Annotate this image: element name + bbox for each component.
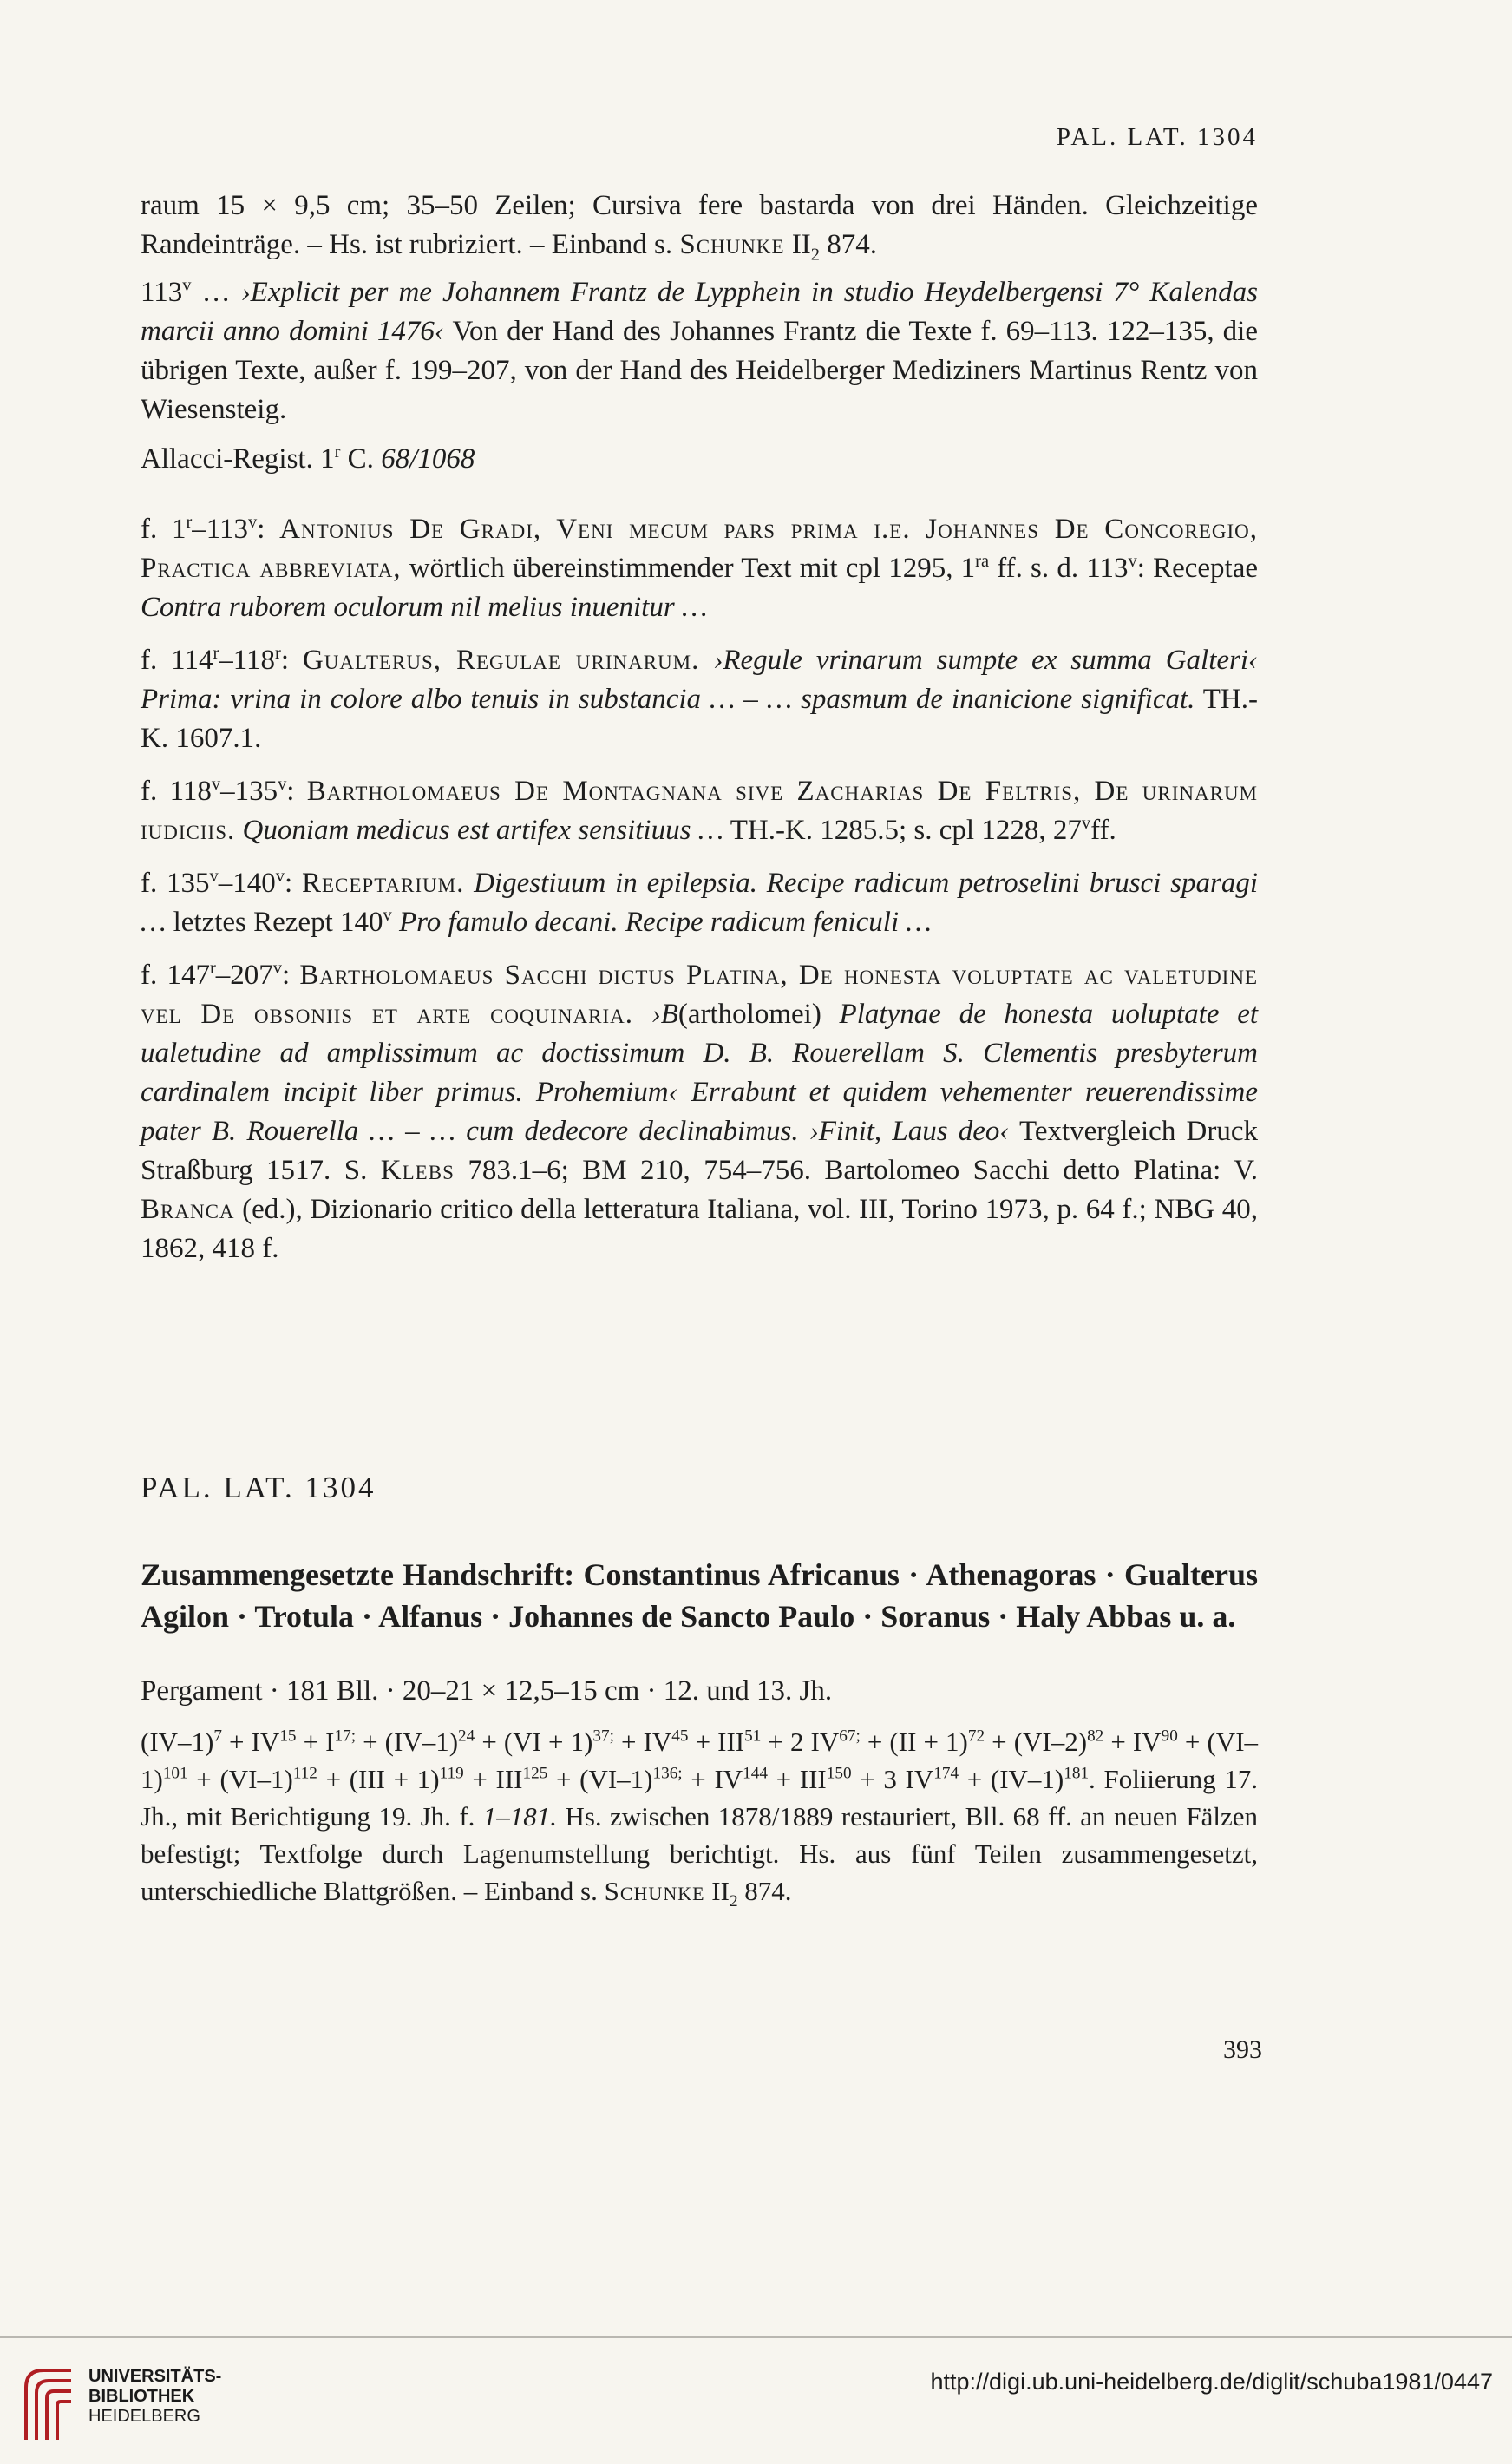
collation-term: + (III + 1) [317,1764,440,1794]
logo-text-line: HEIDELBERG [88,2407,200,2426]
superscript: v [275,867,285,886]
superscript: v [209,867,219,886]
entry-title: Zusammengesetzte Handschrift: Constantinus Africanus · Athenagoras · Gualterus Agilon · Trotula · Alfanus · Johannes de Sancto Paulo · Soranus · Haly Abbas u. a. [141,1557,1258,1634]
text: f. 1 [141,514,187,545]
author-smallcaps: Schunke [604,1876,705,1906]
text: –118 [219,645,276,676]
superscript: v [383,906,392,925]
collation-superscript: 150 [826,1764,852,1783]
superscript: r [275,644,281,663]
content-entry [141,641,1258,758]
collation-superscript: 67; [839,1727,861,1746]
italic-text: 68/1068 [381,443,475,475]
collation-superscript: 15 [279,1727,297,1746]
collation-superscript: 7 [213,1727,222,1746]
text: : [257,514,265,545]
entry-heading: PAL. LAT. 1304 [141,1471,376,1504]
text: f. 135 [141,868,210,899]
text: Hs. zwischen 1878/1889 restauriert, Bll. 68 ff. an neuen Fälzen befestigt; Textfolge durch Lagenumstellung berichtigt. Hs. aus fünf Teilen zusammengesetzt, unterschiedliche Blattgrößen. – Einband s. [141,1801,1258,1906]
subscript: 2 [810,245,821,265]
collation-term: + III [688,1727,745,1757]
superscript: ra [975,552,990,571]
text: C. [347,443,374,475]
collation-term: + III [463,1764,523,1794]
collation-superscript: 119 [439,1764,464,1783]
text: … [201,277,231,308]
description-paragraph [141,187,1258,265]
italic-text: 1–181. [482,1801,558,1832]
text: : [281,960,291,991]
italic-text: Quoniam medicus est artifex sensitiuus … [242,815,724,846]
content-entry [141,956,1258,1268]
collation-superscript: 144 [743,1764,768,1783]
collation-term: + IV [613,1727,672,1757]
collation-superscript: 51 [744,1727,762,1746]
collation-term: + (VI + 1) [475,1727,593,1757]
text: . Foliierung 17. Jh., mit Berichtigung 19. Jh. f. [141,1764,1259,1832]
superscript: r [209,959,216,978]
ub-heidelberg-logo-icon [17,2353,78,2444]
collation-term: + IV [1103,1727,1162,1757]
collation-term: + III [767,1764,827,1794]
text: : [280,645,290,676]
content-entry [141,772,1258,850]
content-entry [141,864,1258,942]
collation-superscript: 72 [967,1727,985,1746]
text: TH.-K. 1285.5; s. cpl 1228, 27 [730,815,1082,846]
explicit-paragraph [141,273,1258,429]
text: f. 147 [141,960,210,991]
collation-term: + (VI–1) [141,1727,1259,1794]
superscript: v [211,775,221,794]
superscript: r [186,513,193,532]
collation-paragraph [141,1723,1258,1910]
previous-entry [141,187,1258,1268]
text: : [286,776,295,807]
text: raum 15 × 9,5 cm; 35–50 Zeilen; Cursiva fere bastarda von drei Händen. Gleichzeitige Randeinträge. – Hs. ist rubriziert. – Einband s. [141,190,1258,260]
running-head: PAL. LAT. 1304 [1056,123,1258,151]
text: (ed.), Dizionario critico della letteratura Italiana, vol. III, Torino 1973, p. 64 f.; NBG 40, 1862, 418 f. [141,1194,1258,1264]
text: wörtlich übereinstimmender Text mit cpl 1295, 1 [409,553,976,584]
text: f. 118 [141,776,212,807]
text: TH.-K. 1607.1. [141,684,1258,754]
text: –113 [192,514,249,545]
italic-quote: ›Explicit per me Johannem Frantz de Lypphein in studio Heydelbergensi 7° Kalendas marcii anno domini 1476‹ [141,277,1258,347]
content-entry [141,510,1258,627]
collation-term: + (II + 1) [860,1727,968,1757]
author-smallcaps: Schunke [679,229,785,260]
collation-superscript: 112 [292,1764,317,1783]
superscript: r [334,442,341,462]
text: : Receptae [1136,553,1259,584]
text: 874. [744,1876,792,1906]
superscript: v [272,959,282,978]
collation-superscript: 125 [522,1764,548,1783]
text: –207 [215,960,273,991]
work-title-smallcaps: Bartholomaeus De Montagnana sive Zacharias De Feltris, De urinarum iudiciis. [141,776,1258,846]
work-title-smallcaps: Gualterus, Regulae urinarum. [302,645,700,676]
italic-text: ›B [651,999,678,1030]
text: –140 [218,868,276,899]
collation-term: + IV [221,1727,280,1757]
collation-superscript: 174 [933,1764,959,1783]
collation-term: + (VI–1) [187,1764,293,1794]
text: Von der Hand des Johannes Frantz die Texte f. 69–113. 122–135, die übrigen Texte, außer f. 199–207, von der Hand des Heidelberger Mediziners Martinus Rentz von Wiesensteig. [141,316,1258,425]
collation-superscript: 136; [652,1764,683,1783]
work-title-smallcaps: Bartholomaeus Sacchi dictus Platina, De honesta voluptate ac valetudine vel De obsoniis et arte coquinaria. [141,960,1258,1030]
collation-superscript: 24 [458,1727,475,1746]
collation-term: + IV [682,1764,743,1794]
collation-superscript: 17; [334,1727,357,1746]
footer-divider [0,2336,1512,2338]
italic-text: Digestiuum in epilepsia. Recipe radicum petroselini brusci sparagi … [141,868,1259,938]
collation-superscript: 82 [1087,1727,1104,1746]
collation-term: + (VI–2) [985,1727,1088,1757]
source-url[interactable]: http://digi.ub.uni-heidelberg.de/diglit/schuba1981/0447 [930,2369,1493,2395]
collation-superscript: 101 [162,1764,188,1783]
subscript: 2 [729,1892,738,1911]
superscript: v [248,513,258,532]
text: 783.1–6; BM 210, 754–756. Bartolomeo Sacchi detto Platina: V. [468,1155,1259,1186]
collation-superscript: 45 [671,1727,689,1746]
material-line: Pergament · 181 Bll. · 20–21 × 12,5–15 cm · 12. und 13. Jh. [141,1675,833,1707]
italic-text: Pro famulo decani. Recipe radicum feniculi … [398,907,932,938]
collation-superscript: 37; [592,1727,614,1746]
collation-term: + (IV–1) [959,1764,1064,1794]
text: ff. [1090,815,1116,846]
collation-term: + 3 IV [851,1764,934,1794]
text: (artholomei) [677,999,821,1030]
text: ff. s. d. 113 [997,553,1129,584]
collation-term: (IV–1) [141,1727,214,1757]
logo-text-line: UNIVERSITÄTS- [88,2367,222,2386]
collation-term: + I [296,1727,335,1757]
work-title-smallcaps: Receptarium. [301,868,465,899]
superscript: v [278,775,287,794]
text: f. 114 [141,645,213,676]
superscript: v [1081,814,1091,833]
text: 113 [141,277,183,308]
work-title-smallcaps: Antonius De Gradi, Veni mecum pars prima i.e. Johannes De Concoregio, Practica abbreviata, [141,514,1259,584]
author-smallcaps: Klebs [380,1155,455,1186]
superscript: r [213,644,219,663]
collation-term: + 2 IV [761,1727,840,1757]
collation-superscript: 181 [1064,1764,1090,1783]
text: letztes Rezept 140 [173,907,383,938]
collation-term: + (VI–1) [547,1764,653,1794]
author-smallcaps: Branca [141,1194,235,1225]
italic-text: Contra ruborem oculorum nil melius inuenitur … [141,592,708,623]
text: –135 [220,776,278,807]
new-entry [141,1471,1258,1910]
superscript: v [1128,552,1137,571]
text: II [791,229,811,260]
text: Allacci-Regist. 1 [141,443,335,475]
library-name [88,2367,221,2427]
collation-superscript: 90 [1161,1727,1178,1746]
page-number: 393 [1223,2035,1262,2064]
text: Textvergleich Druck Straßburg 1517. S. [141,1116,1258,1186]
text: : [284,868,293,899]
text: II [711,1876,730,1906]
italic-text: Platynae de honesta uoluptate et ualetudine ad amplissimum ac doctissimum D. B. Rouerellam S. Clementis presbyterum cardinalem incipit liber primus. Prohemium‹ Errabunt et quidem vehementer reuerendissime pater B. Rouerella … – … cum dedecore declinabimus. ›Finit, Laus deo‹ [141,999,1259,1147]
register-line [141,440,1258,479]
italic-text: ›Regule vrinarum sumpte ex summa Galteri‹ Prima: vrina in colore albo tenuis in substancia … – … spasmum de inanicione significat. [141,645,1259,715]
logo-text-line: BIBLIOTHEK [88,2387,195,2406]
superscript: v [182,276,192,295]
collation-term: + (IV–1) [356,1727,459,1757]
text: 874. [827,229,878,260]
